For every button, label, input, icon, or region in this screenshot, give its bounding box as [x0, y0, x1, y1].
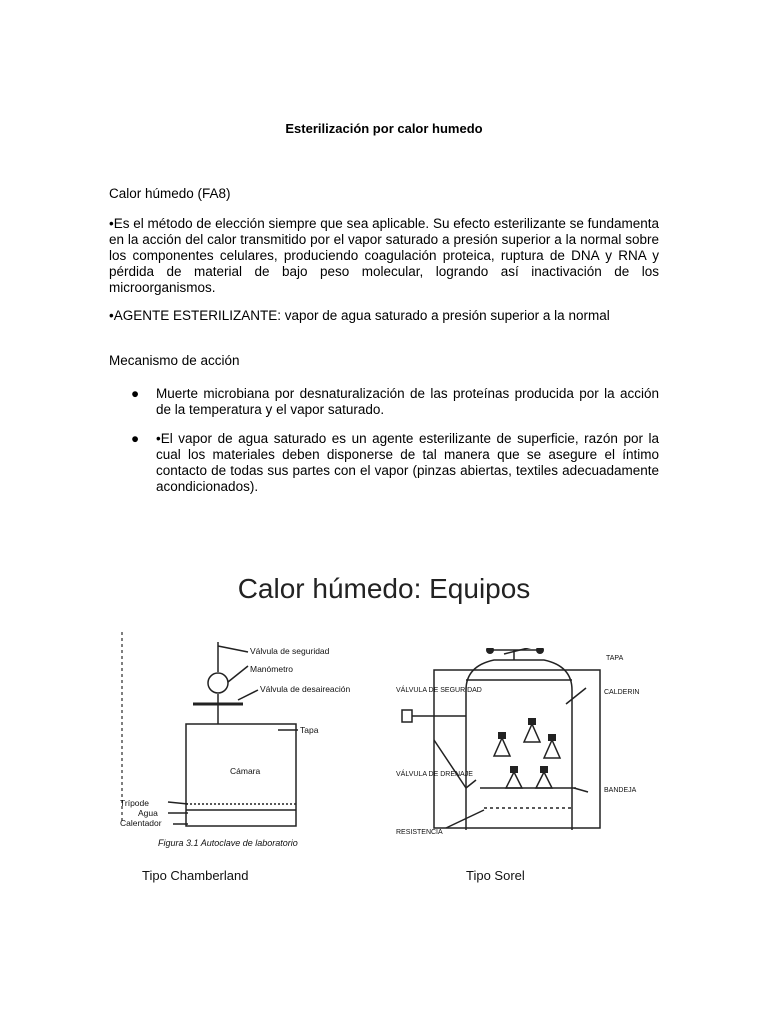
chamberland-diagram — [118, 632, 380, 857]
label-lid: Tapa — [300, 725, 319, 735]
sorel-diagram — [394, 648, 656, 838]
label-valvula-drenaje: VÁLVULA DE DRENAJE — [396, 771, 473, 778]
mechanism-bullet-list — [109, 386, 659, 495]
bullet-text: Muerte microbiana por desnaturalización de las proteínas producida por la acción de la temperatura y el vapor saturado. — [156, 386, 659, 417]
label-tripod: Trípode — [120, 798, 149, 808]
label-safety-valve: Válvula de seguridad — [250, 646, 330, 656]
label-valvula-seguridad: VÁLVULA DE SEGURIDAD — [396, 687, 482, 694]
bullet-icon: ● — [131, 386, 140, 401]
bullet-icon: ● — [131, 431, 140, 446]
label-bandeja: BANDEJA — [604, 787, 637, 794]
figure-caption-left: Figura 3.1 Autoclave de laboratorio — [158, 838, 298, 848]
caption-sorel: Tipo Sorel — [466, 868, 525, 883]
list-item — [109, 386, 659, 418]
label-chamber: Cámara — [230, 766, 261, 776]
list-item — [109, 431, 659, 495]
label-manometer: Manómetro — [250, 664, 293, 674]
label-resistencia: RESISTENCIA — [396, 829, 443, 836]
paragraph-description: •Es el método de elección siempre que sea aplicable. Su efecto esterilizante se fundamenta en la acción del calor transmitido por el vapor saturado a presión superior a la normal sobre los componentes celulares, produciendo coagulación proteica, ruptura de DNA y RNA y pérdida de material de bajo peso molecular, logrando así inactivación de los microorganismos. — [109, 216, 659, 295]
label-calderin: CALDERIN — [604, 689, 640, 696]
bullet-text: •El vapor de agua saturado es un agente esterilizante de superficie, razón por la cual los materiales deben disponerse de tal manera que se asegure el íntimo contacto de todas sus partes con el vapor (pinzas abiertas, textiles adecuadamente acondicionados). — [156, 431, 659, 494]
label-tapa: TAPA — [606, 655, 624, 662]
label-heater: Calentador — [120, 818, 162, 828]
figure-title: Calor húmedo: Equipos — [237, 573, 531, 604]
paragraph-agent: •AGENTE ESTERILIZANTE: vapor de agua saturado a presión superior a la normal — [109, 308, 610, 323]
section-heading-mecanismo: Mecanismo de acción — [109, 353, 240, 368]
label-water: Agua — [138, 808, 158, 818]
section-heading-calor-humedo: Calor húmedo (FA8) — [109, 186, 231, 201]
document-title: Esterilización por calor humedo — [285, 121, 483, 136]
label-purge-valve: Válvula de desaireación — [260, 684, 351, 694]
caption-chamberland: Tipo Chamberland — [142, 868, 249, 883]
